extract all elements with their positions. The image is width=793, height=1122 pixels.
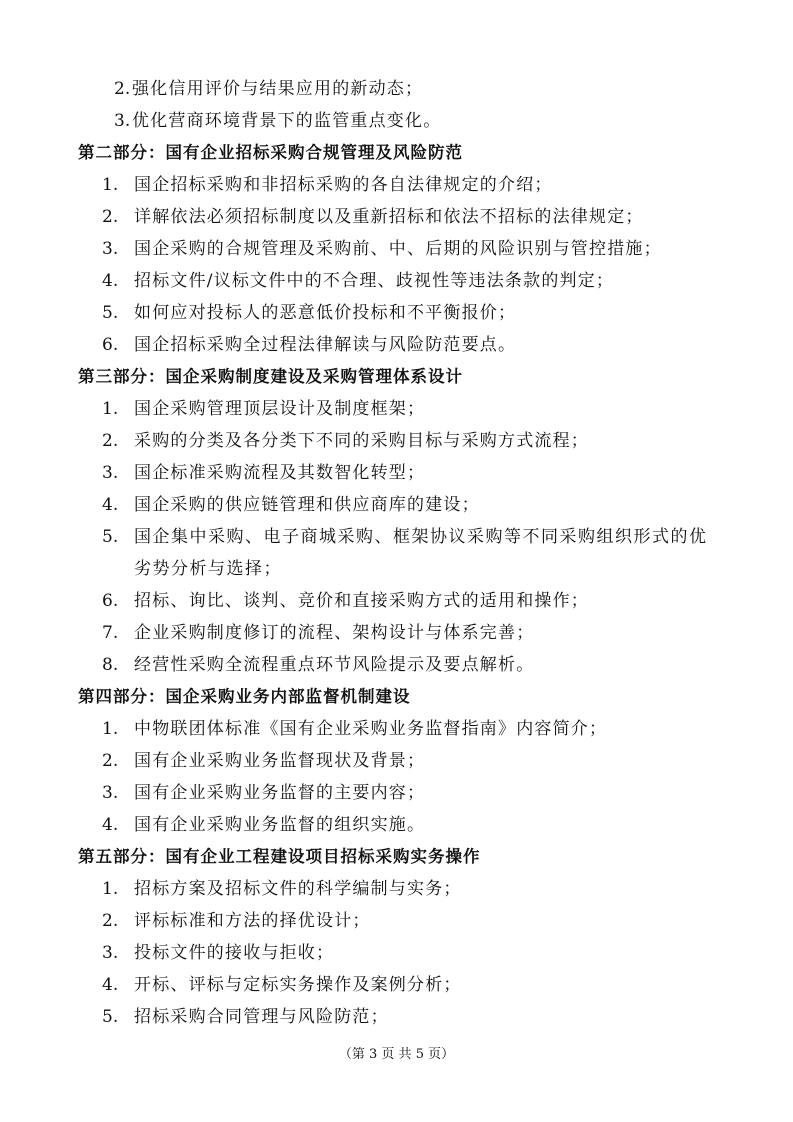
list-item-number: 1. bbox=[102, 399, 119, 419]
list-item-text: 招标、询比、谈判、竞价和直接采购方式的适用和操作； bbox=[134, 591, 589, 611]
list-item-text: 国有企业采购业务监督的主要内容； bbox=[134, 783, 426, 803]
list-item-text: 国企采购的合规管理及采购前、中、后期的风险识别与管控措施； bbox=[134, 239, 662, 259]
list-item-text: 强化信用评价与结果应用的新动态； bbox=[132, 79, 424, 99]
list-item-number: 2. bbox=[114, 79, 131, 99]
list-item bbox=[78, 585, 728, 617]
list-item-number: 4. bbox=[102, 975, 119, 995]
list-item-text: 详解依法必须招标制度以及重新招标和依法不招标的法律规定； bbox=[134, 207, 644, 227]
list-item-number: 3. bbox=[114, 111, 131, 131]
list-item bbox=[78, 873, 728, 905]
list-item bbox=[78, 745, 728, 777]
list-item-number: 1. bbox=[102, 719, 119, 739]
list-item-number: 3. bbox=[102, 943, 119, 963]
list-item-text: 采购的分类及各分类下不同的采购目标与采购方式流程； bbox=[134, 431, 589, 451]
list-item bbox=[78, 233, 728, 265]
list-item bbox=[78, 265, 728, 297]
list-item-number: 3. bbox=[102, 463, 119, 483]
list-item-text: 如何应对投标人的恶意低价投标和不平衡报价； bbox=[134, 303, 517, 323]
list-item-text: 中物联团体标准《国有企业采购业务监督指南》内容简介； bbox=[134, 719, 608, 739]
list-item-number: 7. bbox=[102, 623, 119, 643]
list-item-number: 3. bbox=[102, 783, 119, 803]
list-item bbox=[78, 617, 728, 649]
list-item bbox=[78, 169, 728, 201]
list-item-number: 3. bbox=[102, 239, 119, 259]
list-item-number: 6. bbox=[102, 591, 119, 611]
list-item-number: 2. bbox=[102, 431, 119, 451]
list-item bbox=[78, 777, 728, 809]
list-item bbox=[78, 969, 728, 1001]
list-item-number: 5. bbox=[102, 1007, 119, 1027]
list-item-text: 国有企业采购业务监督现状及背景； bbox=[134, 751, 426, 771]
section-heading: 第三部分：国企采购制度建设及采购管理体系设计 bbox=[78, 367, 463, 386]
list-item bbox=[78, 1001, 728, 1033]
list-item-text: 评标标准和方法的择优设计； bbox=[134, 911, 371, 931]
section-heading: 第五部分：国有企业工程建设项目招标采购实务操作 bbox=[78, 847, 481, 866]
list-item-text: 招标方案及招标文件的科学编制与实务； bbox=[134, 879, 462, 899]
list-item-number: 4. bbox=[102, 495, 119, 515]
list-item-number: 4. bbox=[102, 271, 119, 291]
list-item bbox=[78, 393, 728, 425]
list-item bbox=[78, 73, 728, 105]
list-item bbox=[78, 713, 728, 745]
list-item-text: 国有企业采购业务监督的组织实施。 bbox=[134, 815, 426, 835]
document-body bbox=[78, 73, 728, 1033]
list-item-number: 5. bbox=[102, 527, 119, 547]
list-item-number: 2. bbox=[102, 207, 119, 227]
list-item bbox=[78, 649, 728, 681]
list-item bbox=[78, 105, 728, 137]
list-item-text: 国企采购的供应链管理和供应商库的建设； bbox=[134, 495, 480, 515]
page-footer: （第 3 页 共 5 页） bbox=[338, 1047, 455, 1062]
list-item-text: 国企招标采购和非招标采购的各自法律规定的介绍； bbox=[134, 175, 553, 195]
list-item-number: 4. bbox=[102, 815, 119, 835]
list-item-text: 国企采购管理顶层设计及制度框架； bbox=[134, 399, 426, 419]
list-item bbox=[78, 201, 728, 233]
section-heading: 第四部分：国企采购业务内部监督机制建设 bbox=[78, 687, 411, 706]
list-item-text: 国企招标采购全过程法律解读与风险防范要点。 bbox=[134, 335, 517, 355]
list-item-text: 投标文件的接收与拒收； bbox=[134, 943, 335, 963]
list-item bbox=[78, 297, 728, 329]
list-item-text: 国企集中采购、电子商城采购、框架协议采购等不同采购组织形式的优劣势分析与选择； bbox=[134, 527, 708, 579]
list-item bbox=[78, 489, 728, 521]
list-item-number: 2. bbox=[102, 751, 119, 771]
list-item bbox=[78, 809, 728, 841]
list-item-number: 1. bbox=[102, 175, 119, 195]
section-heading: 第二部分：国有企业招标采购合规管理及风险防范 bbox=[78, 143, 463, 162]
list-item-text: 招标采购合同管理与风险防范； bbox=[134, 1007, 389, 1027]
list-item-text: 招标文件/议标文件中的不合理、歧视性等违法条款的判定； bbox=[134, 271, 615, 291]
list-item bbox=[78, 425, 728, 457]
list-item-number: 8. bbox=[102, 655, 119, 675]
list-item-text: 国企标准采购流程及其数智化转型； bbox=[134, 463, 426, 483]
list-item-text: 经营性采购全流程重点环节风险提示及要点解析。 bbox=[134, 655, 535, 675]
list-item bbox=[78, 905, 728, 937]
list-item bbox=[78, 329, 728, 361]
list-item bbox=[78, 457, 728, 489]
list-item bbox=[78, 937, 728, 969]
list-item-number: 6. bbox=[102, 335, 119, 355]
list-item-text: 企业采购制度修订的流程、架构设计与体系完善； bbox=[134, 623, 535, 643]
list-item-text: 优化营商环境背景下的监管重点变化。 bbox=[132, 111, 442, 131]
list-item-number: 2. bbox=[102, 911, 119, 931]
list-item-number: 5. bbox=[102, 303, 119, 323]
list-item-text: 开标、评标与定标实务操作及案例分析； bbox=[134, 975, 462, 995]
list-item bbox=[78, 521, 728, 585]
list-item-number: 1. bbox=[102, 879, 119, 899]
